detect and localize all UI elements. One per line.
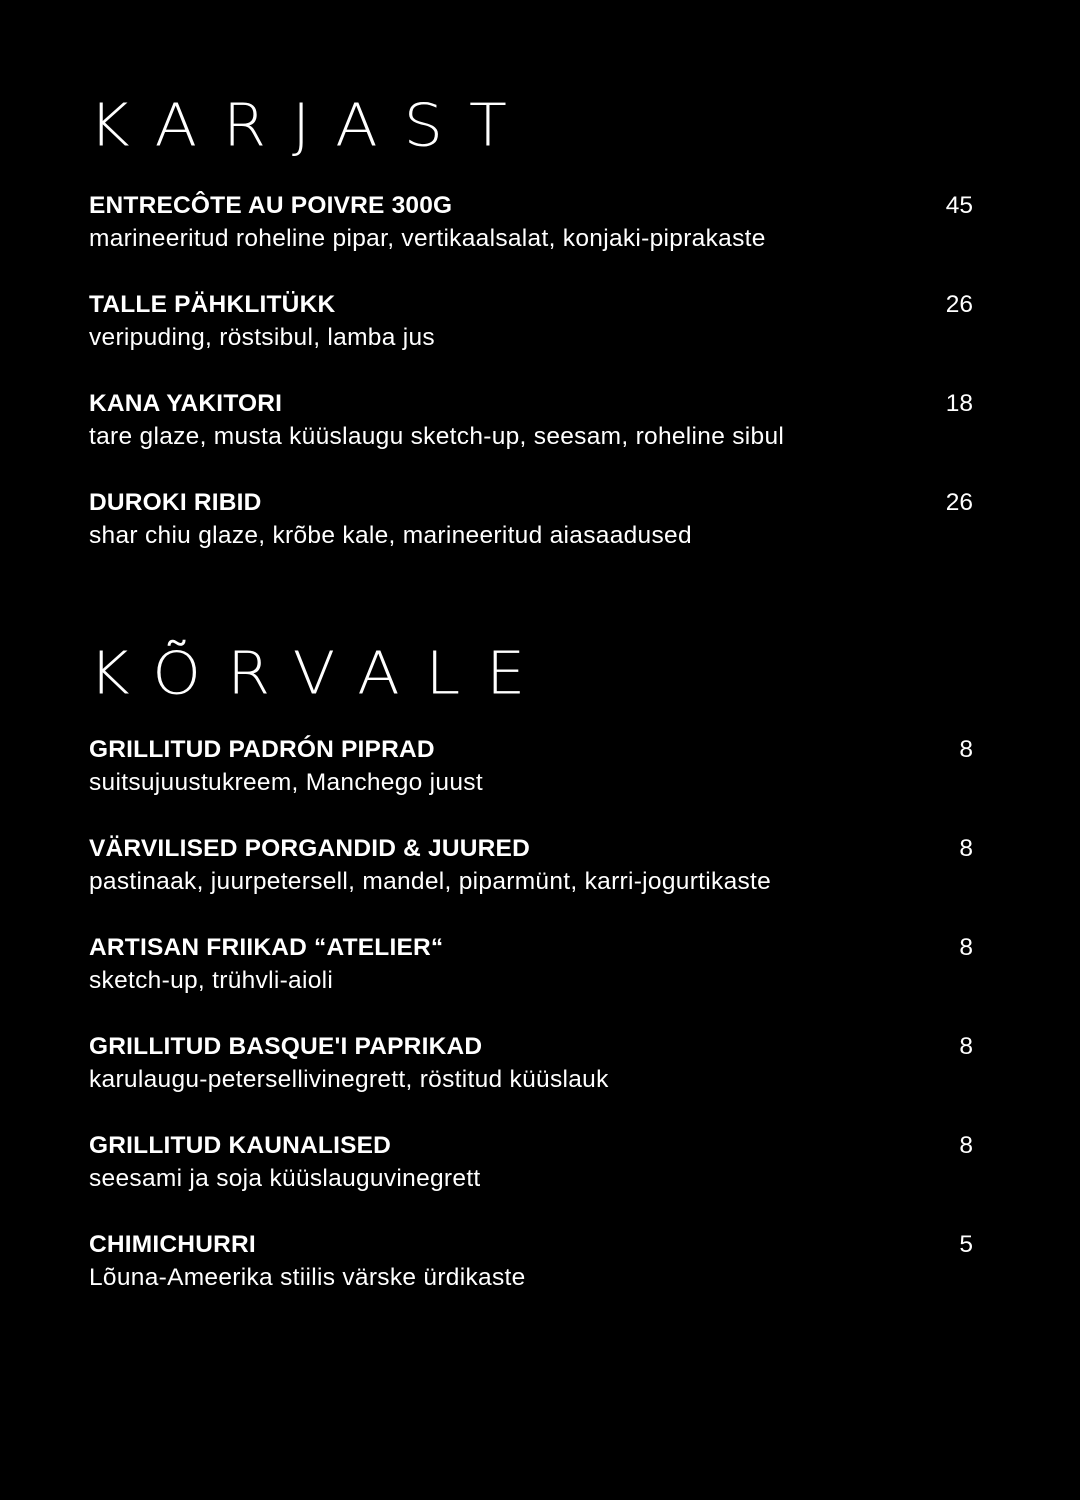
menu-item-name: DUROKI RIBID xyxy=(89,489,262,516)
menu-section-karjast xyxy=(89,90,973,549)
section-title: KÕRVALE xyxy=(89,638,552,708)
menu-item-price: 18 xyxy=(945,390,973,417)
menu-item-name: KANA YAKITORI xyxy=(89,390,283,417)
menu-item-description: seesami ja soja küüslauguvinegrett xyxy=(89,1165,481,1192)
menu-item-price: 8 xyxy=(959,1132,973,1159)
menu-item-name: GRILLITUD KAUNALISED xyxy=(89,1132,392,1159)
menu-item-description: suitsujuustukreem, Manchego juust xyxy=(89,769,483,796)
menu-item-price: 26 xyxy=(945,291,973,318)
menu-item xyxy=(89,291,973,390)
menu-item-description: veripuding, röstsibul, lamba jus xyxy=(89,324,435,351)
menu-item-name: CHIMICHURRI xyxy=(89,1231,256,1258)
menu-item xyxy=(89,192,973,291)
menu-item-price: 45 xyxy=(945,192,973,219)
menu-item-description: karulaugu-petersellivinegrett, röstitud küüslauk xyxy=(89,1066,609,1093)
menu-item-price: 5 xyxy=(959,1231,973,1258)
menu-item xyxy=(89,1231,973,1330)
menu-item xyxy=(89,489,973,588)
menu-item xyxy=(89,736,973,835)
menu-item-price: 8 xyxy=(959,1033,973,1060)
menu-item-name: ENTRECÔTE AU POIVRE 300G xyxy=(89,192,453,219)
menu-item xyxy=(89,835,973,934)
menu-item-name: GRILLITUD BASQUE'I PAPRIKAD xyxy=(89,1033,483,1060)
menu-item-name: GRILLITUD PADRÓN PIPRAD xyxy=(89,736,435,763)
menu-item-description: sketch-up, trühvli-aioli xyxy=(89,967,334,994)
menu-item-description: tare glaze, musta küüslaugu sketch-up, seesam, roheline sibul xyxy=(89,423,785,450)
menu-item xyxy=(89,1132,973,1231)
menu-section-korvale xyxy=(89,638,973,1291)
menu-item-name: ARTISAN FRIIKAD “ATELIER“ xyxy=(89,934,444,961)
menu-item-price: 26 xyxy=(945,489,973,516)
section-title: KARJAST xyxy=(89,90,533,160)
menu-item-description: marineeritud roheline pipar, vertikaalsalat, konjaki-piprakaste xyxy=(89,225,766,252)
menu-item xyxy=(89,390,973,489)
menu-item-description: Lõuna-Ameerika stiilis värske ürdikaste xyxy=(89,1264,526,1291)
menu-item-price: 8 xyxy=(959,835,973,862)
menu-item xyxy=(89,1033,973,1132)
menu-item-name: TALLE PÄHKLITÜKK xyxy=(89,291,336,318)
menu-item-name: VÄRVILISED PORGANDID & JUURED xyxy=(89,835,530,862)
menu-items-list xyxy=(89,192,973,588)
menu-item-price: 8 xyxy=(959,736,973,763)
menu-items-list xyxy=(89,736,973,1330)
menu-item-description: pastinaak, juurpetersell, mandel, piparmünt, karri-jogurtikaste xyxy=(89,868,772,895)
menu-item xyxy=(89,934,973,1033)
menu-item-price: 8 xyxy=(959,934,973,961)
menu-item-description: shar chiu glaze, krõbe kale, marineeritud aiasaadused xyxy=(89,522,692,549)
